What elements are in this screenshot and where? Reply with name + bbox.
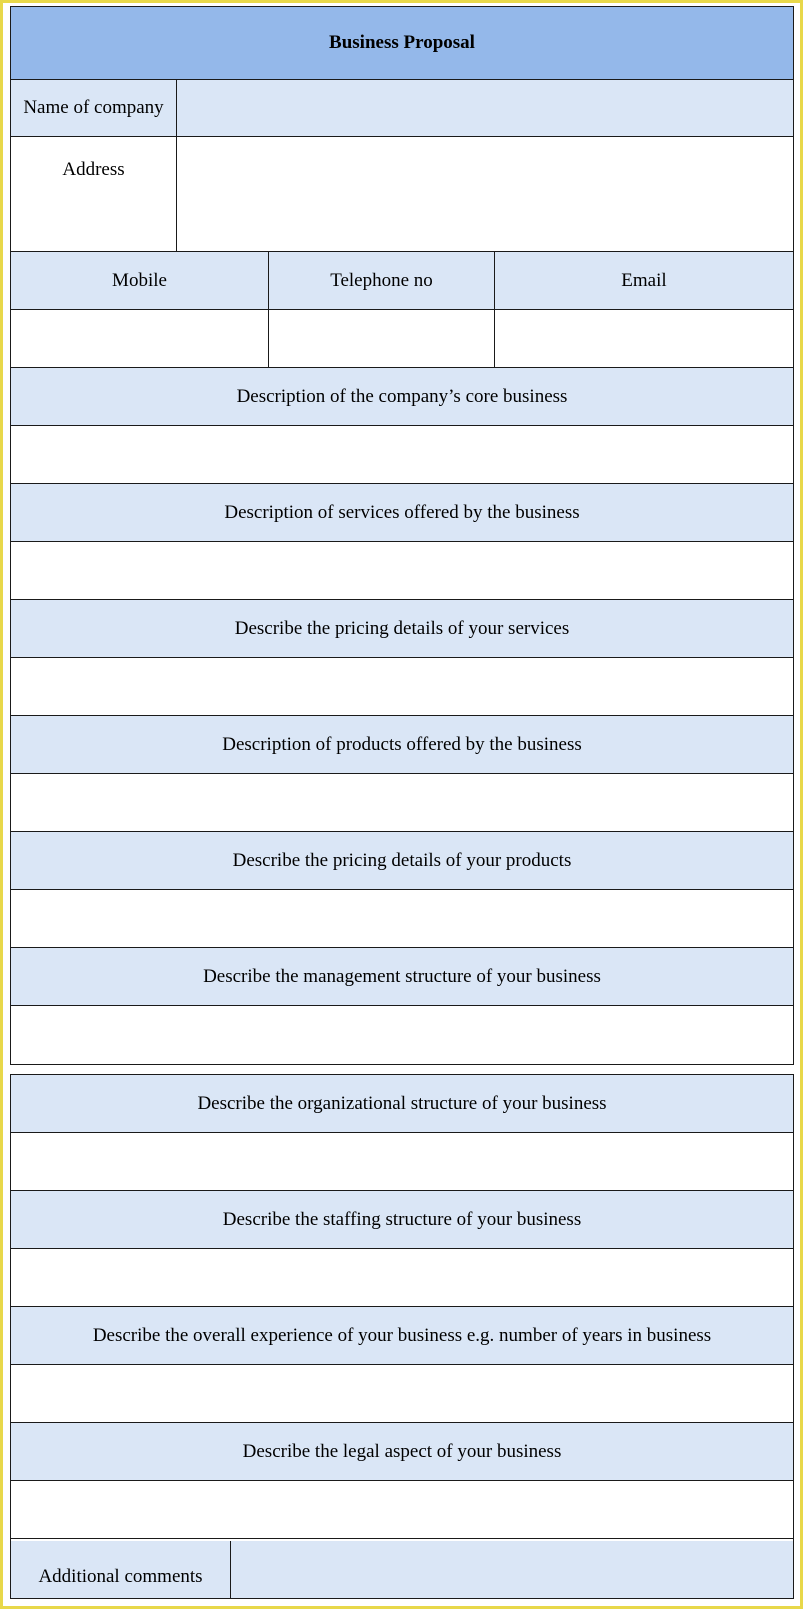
telephone-field[interactable] [269, 310, 495, 367]
email-field[interactable] [495, 310, 793, 367]
section-label: Describe the staffing structure of your business [222, 1208, 582, 1230]
section-answer-field[interactable] [11, 1006, 793, 1064]
section-header-row [11, 1191, 793, 1249]
company-name-row [11, 80, 793, 137]
section-header-row [11, 716, 793, 774]
section-answer-field[interactable] [11, 658, 793, 716]
section-label: Describe the pricing details of your services [234, 617, 570, 639]
section-label: Description of products offered by the business [222, 733, 582, 755]
telephone-label: Telephone no [269, 252, 495, 309]
address-row [11, 137, 793, 252]
section-header-row [11, 948, 793, 1006]
section-header-row [11, 832, 793, 890]
additional-comments-field[interactable] [231, 1541, 793, 1598]
contact-header-row [11, 252, 793, 310]
section-label: Description of the company’s core business [236, 385, 568, 407]
address-field[interactable] [177, 137, 793, 251]
section-answer-field[interactable] [11, 890, 793, 948]
section-header-row [11, 600, 793, 658]
section-label: Describe the overall experience of your business e.g. number of years in business [92, 1324, 712, 1346]
section-label: Describe the management structure of your business [203, 965, 601, 987]
section-label: Describe the legal aspect of your business [242, 1440, 562, 1462]
section-answer-field[interactable] [11, 426, 793, 484]
section-answer-field[interactable] [11, 1133, 793, 1191]
section-header-row [11, 484, 793, 542]
company-name-field[interactable] [177, 80, 793, 136]
section-answer-field[interactable] [11, 774, 793, 832]
section-header-row [11, 1423, 793, 1481]
address-label: Address [11, 137, 177, 251]
additional-comments-label: Additional comments [11, 1541, 231, 1598]
mobile-field[interactable] [11, 310, 269, 367]
section-header-row [11, 1075, 793, 1133]
form-title-row [11, 7, 793, 80]
proposal-form-part-1 [10, 6, 794, 1065]
section-answer-field[interactable] [11, 1481, 793, 1539]
mobile-label: Mobile [11, 252, 269, 309]
section-answer-field[interactable] [11, 542, 793, 600]
email-label: Email [621, 269, 667, 291]
section-answer-field[interactable] [11, 1249, 793, 1307]
section-answer-field[interactable] [11, 1365, 793, 1423]
section-label: Describe the organizational structure of your business [197, 1092, 607, 1114]
company-name-label: Name of company [11, 80, 177, 136]
additional-comments-row [11, 1541, 793, 1598]
proposal-form-page [3, 3, 800, 1606]
section-header-row [11, 368, 793, 426]
contact-input-row [11, 310, 793, 368]
section-label: Description of services offered by the business [224, 501, 580, 523]
section-label: Describe the pricing details of your products [232, 849, 572, 871]
proposal-form-part-2 [10, 1074, 794, 1599]
section-header-row [11, 1307, 793, 1365]
form-title: Business Proposal [329, 32, 475, 53]
